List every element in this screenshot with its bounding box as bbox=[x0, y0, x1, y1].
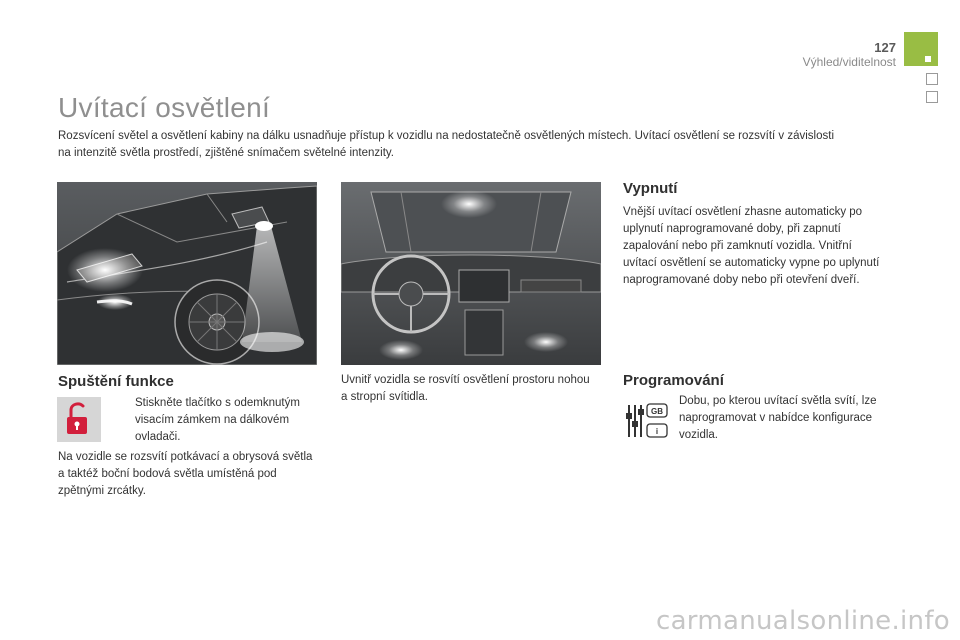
section-heading-programovani: Programování bbox=[623, 372, 724, 389]
exterior-lights-illustration bbox=[57, 182, 317, 365]
vypnuti-description: Vnější uvítací osvětlení zhasne automaticky po uplynutí naprogramované doby, při zapnutí zapalování nebo při zamknutí vozidla. Vnitřní uvítací osvětlení se automaticky vypne po uplynutí naprogramované doby nebo při otevření dveří. bbox=[623, 206, 880, 286]
section-heading-spusteni: Spuštění funkce bbox=[58, 373, 174, 390]
spusteni-description: Na vozidle se rozsvítí potkávací a obrysová světla a taktéž boční bodová světla umístěná pod zpětnými zrcátky. bbox=[58, 451, 313, 497]
step-instruction: Stiskněte tlačítko s odemknutým visacím zámkem na dálkovém ovladači. bbox=[135, 397, 300, 443]
interior-caption: Uvnitř vozidla se rosvítí osvětlení prostoru nohou a stropní svítidla. bbox=[341, 374, 590, 403]
config-menu-icon bbox=[625, 401, 669, 441]
lock-open-icon bbox=[57, 397, 101, 442]
watermark: carmanualsonline.info bbox=[655, 606, 950, 636]
config-badge-i: i bbox=[655, 427, 659, 436]
page-intro: Rozsvícení světel a osvětlení kabiny na dálku usnadňuje přístup k vozidlu na nedostatečně osvětlených místech. Uvítací osvětlení se rozsvítí v závislosti na intenzitě světla prostředí, zjištěné snímačem světelné intenzity. bbox=[58, 130, 835, 159]
page-title: Uvítací osvětlení bbox=[58, 92, 271, 123]
section-tab-active bbox=[904, 32, 938, 66]
section-name: Výhled/viditelnost bbox=[802, 55, 896, 69]
section-tab bbox=[926, 73, 938, 85]
page-number: 127 bbox=[874, 40, 896, 55]
section-heading-vypnuti: Vypnutí bbox=[623, 180, 678, 197]
section-tab bbox=[926, 91, 938, 103]
programovani-description: Dobu, po kterou uvítací světla svítí, lze naprogramovat v nabídce konfigurace vozidla. bbox=[679, 395, 877, 441]
interior-lights-illustration bbox=[341, 182, 601, 365]
config-badge-gb: GB bbox=[651, 407, 663, 416]
